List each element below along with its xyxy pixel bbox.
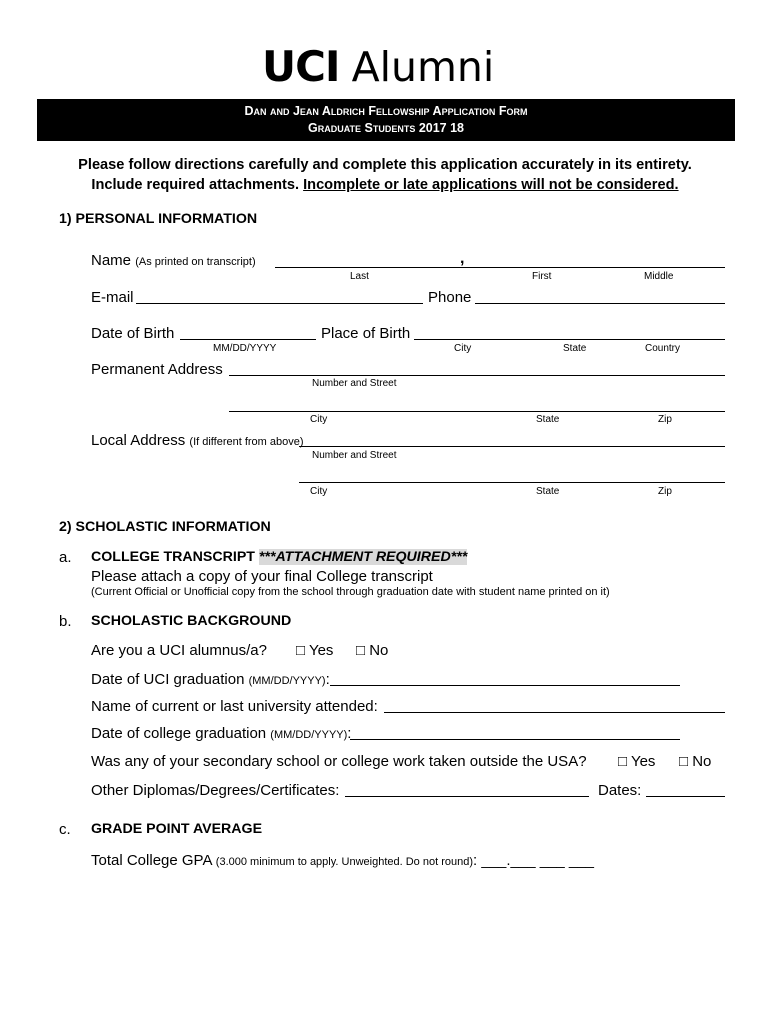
uci-graduation-colon: :: [325, 671, 330, 688]
uci-alumnus-no-checkbox[interactable]: □ No: [356, 642, 389, 659]
form-subtitle: Graduate Students 2017 18: [307, 121, 465, 135]
pob-label: Place of Birth: [321, 325, 411, 342]
item-a-marker: a.: [59, 549, 72, 566]
scholastic-background-title: SCHOLASTIC BACKGROUND: [91, 613, 292, 629]
outside-usa-yes-checkbox[interactable]: □ Yes: [618, 753, 656, 770]
pob-field[interactable]: [414, 339, 725, 340]
uci-graduation-text: Date of UCI graduation: [91, 671, 245, 688]
dates-label: Dates:: [598, 782, 642, 799]
uci-graduation-label: [91, 671, 330, 688]
transcript-instruction: Please attach a copy of your final College transcript: [91, 568, 433, 585]
local-street-caption: Number and Street: [312, 450, 397, 461]
uci-graduation-field[interactable]: [330, 685, 680, 686]
local-city-caption: City: [310, 486, 328, 497]
local-address-label: [91, 432, 304, 449]
uci-alumnus-yes-checkbox[interactable]: □ Yes: [296, 642, 334, 659]
college-graduation-text: Date of college graduation: [91, 725, 267, 742]
university-field[interactable]: [384, 712, 725, 713]
uci-alumnus-question: Are you a UCI alumnus/a?: [91, 642, 267, 659]
name-first-caption: First: [532, 271, 552, 282]
pob-country-caption: Country: [645, 343, 681, 354]
permanent-state-caption: State: [536, 414, 560, 425]
form-title: Dan and Jean Aldrich Fellowship Application Form: [244, 104, 528, 118]
college-graduation-colon: :: [347, 725, 352, 742]
permanent-address-label: Permanent Address: [91, 361, 223, 378]
email-label: E-mail: [91, 289, 134, 306]
transcript-heading: [91, 549, 467, 565]
phone-label: Phone: [428, 289, 472, 306]
pob-city-caption: City: [454, 343, 472, 354]
section-scholastic-title: 2) SCHOLASTIC INFORMATION: [59, 519, 271, 535]
intro-line-1: Please follow directions carefully and complete this application accurately in its entirety.: [78, 157, 692, 173]
local-address-label-text: Local Address: [91, 432, 186, 449]
name-label: [91, 252, 256, 269]
uci-alumni-logo: [262, 42, 495, 91]
college-graduation-label: [91, 725, 351, 742]
local-address-note: (If different from above): [189, 436, 304, 448]
name-middle-caption: Middle: [644, 271, 674, 282]
permanent-city-field[interactable]: [229, 411, 725, 412]
outside-usa-question: Was any of your secondary school or college work taken outside the USA?: [91, 753, 587, 770]
dob-format-caption: MM/DD/YYYY: [213, 343, 277, 354]
local-city-field[interactable]: [299, 482, 725, 483]
name-last-caption: Last: [350, 271, 369, 282]
section-personal-title: 1) PERSONAL INFORMATION: [59, 211, 258, 227]
uci-graduation-format: (MM/DD/YYYY): [248, 675, 326, 687]
phone-field[interactable]: [475, 303, 725, 304]
college-graduation-format: (MM/DD/YYYY): [270, 729, 348, 741]
logo-uci: UCI: [262, 42, 340, 91]
dob-label: Date of Birth: [91, 325, 175, 342]
permanent-street-field[interactable]: [229, 375, 725, 376]
intro-warning: Incomplete or late applications will not be considered.: [303, 177, 679, 193]
item-b-marker: b.: [59, 613, 72, 630]
name-field[interactable]: [275, 267, 725, 268]
diplomas-field[interactable]: [345, 796, 589, 797]
gpa-section-title: GRADE POINT AVERAGE: [91, 821, 263, 837]
transcript-detail: (Current Official or Unofficial copy from the school through graduation date with student name printed on it): [91, 586, 610, 598]
name-label-text: Name: [91, 252, 132, 269]
local-state-caption: State: [536, 486, 560, 497]
permanent-city-caption: City: [310, 414, 328, 425]
permanent-street-caption: Number and Street: [312, 378, 397, 389]
transcript-title: COLLEGE TRANSCRIPT: [91, 549, 255, 565]
attachment-required-note: ***ATTACHMENT REQUIRED***: [258, 549, 468, 565]
email-field[interactable]: [136, 303, 423, 304]
permanent-zip-caption: Zip: [658, 414, 672, 425]
gpa-label: [91, 852, 594, 869]
gpa-label-text: Total College GPA: [91, 852, 212, 869]
outside-usa-no-checkbox[interactable]: □ No: [679, 753, 712, 770]
form-title-banner: [37, 99, 735, 141]
local-zip-caption: Zip: [658, 486, 672, 497]
intro-attachments: Include required attachments.: [91, 177, 300, 193]
dob-field[interactable]: [180, 339, 316, 340]
local-street-field[interactable]: [299, 446, 725, 447]
college-graduation-field[interactable]: [350, 739, 680, 740]
dates-field[interactable]: [646, 796, 725, 797]
gpa-note: (3.000 minimum to apply. Unweighted. Do not round): [215, 856, 474, 868]
university-label: Name of current or last university attended:: [91, 698, 378, 715]
diplomas-label: Other Diplomas/Degrees/Certificates:: [91, 782, 340, 799]
name-note: (As printed on transcript): [135, 256, 256, 268]
item-c-marker: c.: [59, 821, 71, 838]
pob-state-caption: State: [563, 343, 587, 354]
intro-line-2: [40, 177, 730, 193]
logo-alumni: Alumni: [351, 43, 495, 91]
name-comma: ,: [460, 250, 465, 267]
gpa-field[interactable]: : ___.___ ___ ___: [473, 852, 594, 869]
